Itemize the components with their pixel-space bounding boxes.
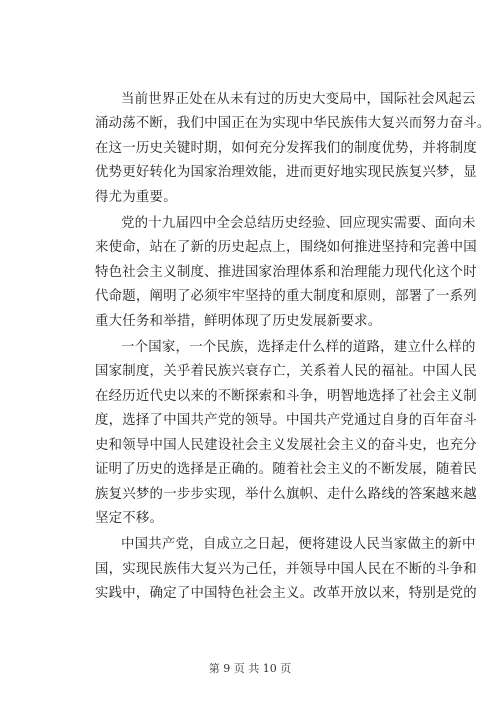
- text-line: 来使命，站在了新的历史起点上，围绕如何推进坚持和完善中国: [95, 240, 477, 256]
- text-line: 度，选择了中国共产党的领导。中国共产党通过自身的百年奋斗: [95, 413, 477, 429]
- page-footer: [0, 660, 500, 676]
- text-line: 族复兴梦的一步步实现，举什么旗帜、走什么路线的答案越来越: [95, 486, 477, 502]
- text-line: 坚定不移。: [95, 510, 164, 526]
- paragraph-4: [95, 533, 475, 606]
- text-line: 得尤为重要。: [95, 189, 177, 205]
- text-line: 重大任务和举措，鲜明体现了历史发展新要求。: [95, 313, 382, 329]
- page-number: 第 9 页 共 10 页: [208, 662, 292, 675]
- text-line: 当前世界正处在从未有过的历史大变局中，国际社会风起云: [121, 92, 476, 107]
- text-line: 涌动荡不断，我们中国正在为实现中华民族伟大复兴而努力奋斗。: [95, 116, 491, 132]
- text-line: 一个国家，一个民族，选择走什么样的道路，建立什么样的: [121, 340, 476, 356]
- paragraph-2: [95, 212, 475, 334]
- body-text: [95, 88, 491, 609]
- text-line: 国，实现民族伟大复兴为己任，并领导中国人民在不断的斗争和: [95, 561, 477, 577]
- text-line: 优势更好转化为国家治理效能，进而更好地实现民族复兴梦，显: [95, 165, 477, 181]
- text-line: 国家制度，关乎着民族兴衰存亡，关系着人民的福祉。中国人民: [95, 364, 477, 380]
- text-line: 代命题，阐明了必须牢牢坚持的重大制度和原则，部署了一系列: [95, 289, 477, 305]
- text-line: 实践中，确定了中国特色社会主义。改革开放以来，特别是党的: [95, 586, 477, 602]
- text-line: 在这一历史关键时期，如何充分发挥我们的制度优势，并将制度: [95, 140, 477, 156]
- text-line: 史和领导中国人民建设社会主义发展社会主义的奋斗史，也充分: [95, 437, 477, 453]
- text-line: 中国共产党，自成立之日起，便将建设人民当家做主的新中: [121, 537, 476, 553]
- text-line: 在经历近代史以来的不断探索和斗争，明智地选择了社会主义制: [95, 388, 477, 404]
- text-line: 证明了历史的选择是正确的。随着社会主义的不断发展，随着民: [95, 462, 477, 478]
- paragraph-3: [95, 336, 475, 531]
- text-line: 党的十九届四中全会总结历史经验、回应现实需要、面向未: [121, 216, 476, 232]
- paragraph-1: [95, 88, 491, 210]
- text-line: 特色社会主义制度、推进国家治理体系和治理能力现代化这个时: [95, 264, 477, 280]
